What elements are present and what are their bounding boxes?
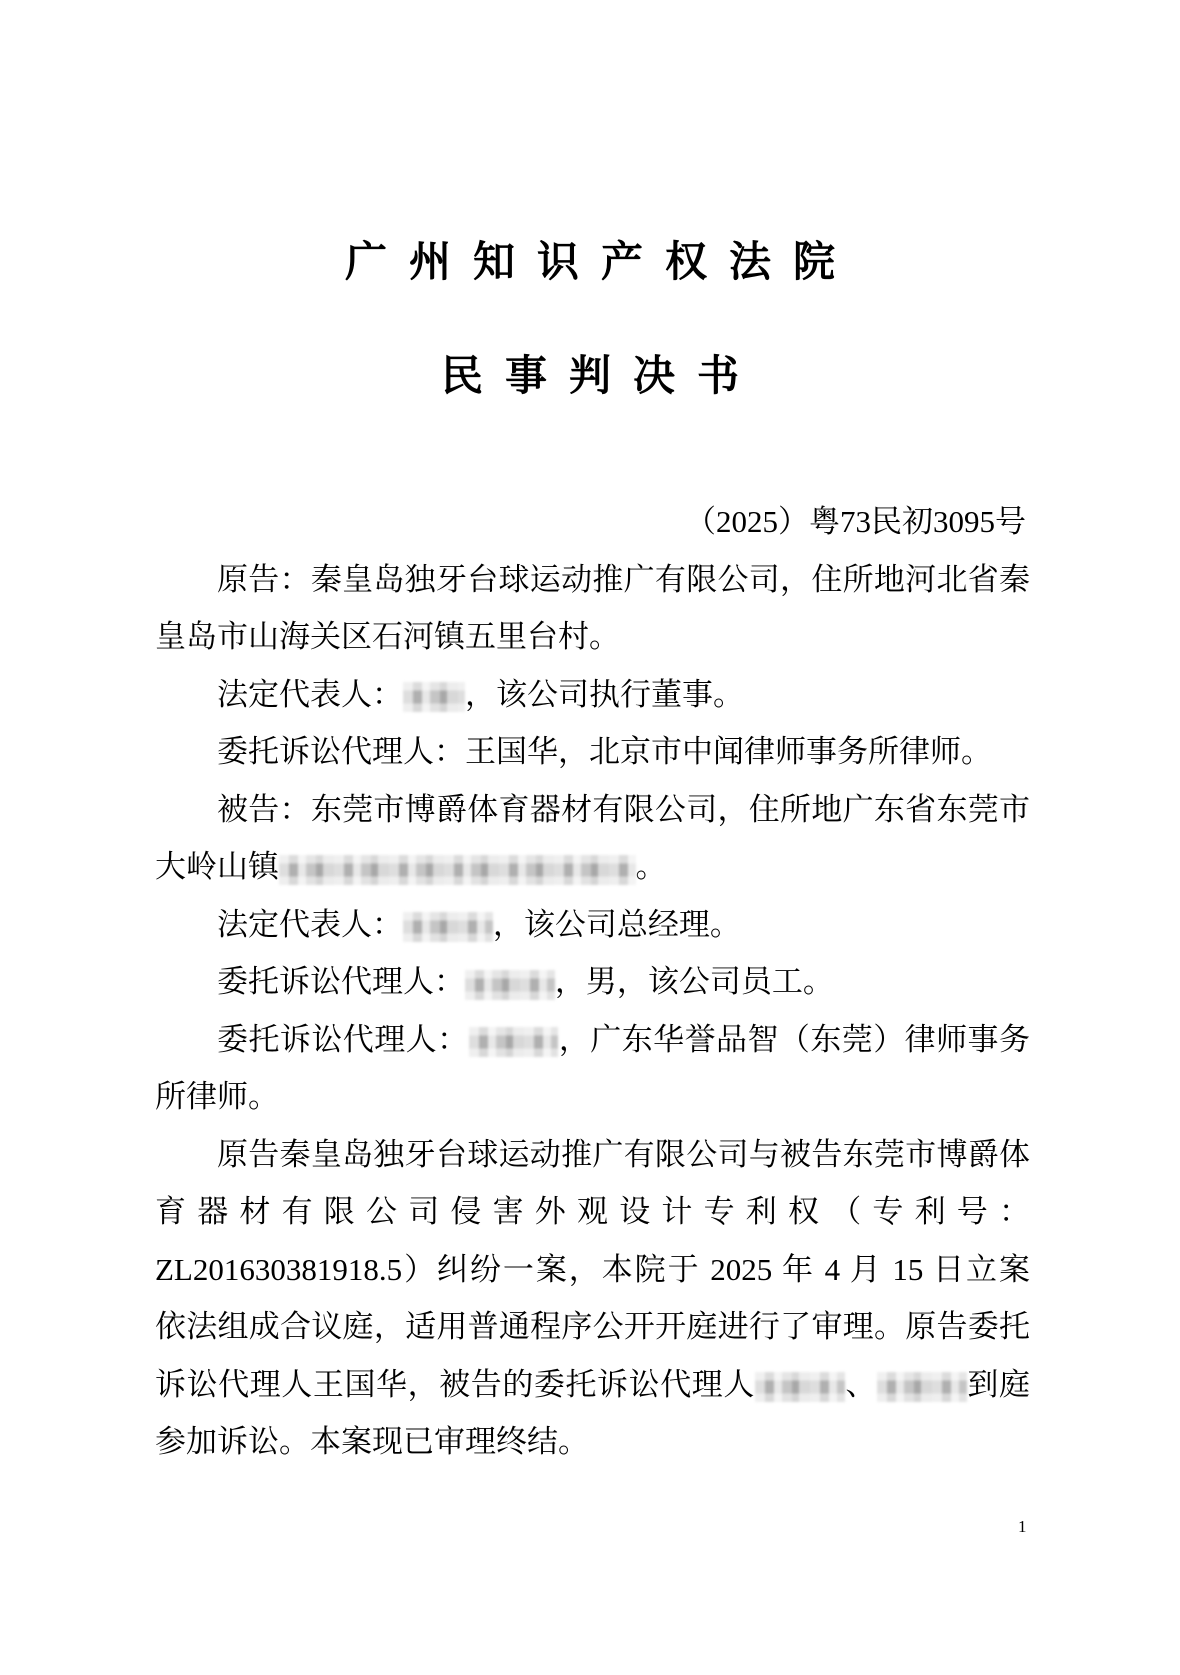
case-summary-line-3: ZL201630381918.5）纠纷一案，本院于 2025 年 4 月 15 日立案 bbox=[155, 1251, 1030, 1287]
redacted-name bbox=[403, 912, 493, 942]
defendant-rep-suffix: ，该公司总经理。 bbox=[492, 906, 741, 942]
defendant-rep-prefix: 法定代表人： bbox=[217, 906, 403, 942]
case-summary-line-1: 原告秦皇岛独牙台球运动推广有限公司与被告东莞市博爵体 bbox=[217, 1136, 1030, 1172]
court-name-title: 广州知识产权法院 bbox=[344, 237, 857, 286]
plaintiff-legal-rep bbox=[155, 666, 1030, 724]
defendant-line-2 bbox=[155, 838, 1030, 896]
defendant-legal-rep bbox=[155, 896, 1030, 954]
defendant-agent-2-line-2: 所律师。 bbox=[155, 1079, 279, 1114]
case-summary-line-5-prefix: 诉讼代理人王国华，被告的委托诉讼代理人 bbox=[155, 1366, 755, 1402]
defendant-line-1: 被告：东莞市博爵体育器材有限公司，住所地广东省东莞市 bbox=[217, 791, 1030, 827]
redacted-address bbox=[279, 855, 636, 885]
plaintiff-paragraph bbox=[155, 551, 1030, 666]
page-number: 1 bbox=[1018, 1517, 1027, 1536]
redacted-name bbox=[755, 1372, 845, 1402]
case-number: （2025）粤73民初3095号 bbox=[685, 504, 1026, 539]
case-summary-line-6: 参加诉讼。本案现已审理终结。 bbox=[155, 1424, 589, 1459]
redacted-name bbox=[877, 1372, 967, 1402]
defendant-paragraph bbox=[155, 781, 1030, 896]
case-summary-line-5 bbox=[155, 1356, 1030, 1414]
defendant-agent-2-suffix: ，广东华誉品智（东莞）律师事务 bbox=[558, 1021, 1030, 1057]
document-type-title: 民事判决书 bbox=[440, 351, 761, 400]
defendant-agent-2-paragraph bbox=[155, 1011, 1030, 1126]
defendant-address-prefix: 大岭山镇 bbox=[155, 849, 279, 884]
defendant-agent-2-prefix: 委托诉讼代理人： bbox=[217, 1021, 469, 1057]
case-summary-line-4: 依法组成合议庭，适用普通程序公开开庭进行了审理。原告委托 bbox=[155, 1309, 1030, 1344]
case-summary-separator: 、 bbox=[844, 1366, 877, 1402]
defendant-agent-1-suffix: ，男，该公司员工。 bbox=[554, 964, 834, 999]
case-summary-line-2: 育器材有限公司侵害外观设计专利权（专利号： bbox=[155, 1194, 1030, 1229]
case-summary-line-5-suffix: 到庭 bbox=[966, 1366, 1030, 1402]
plaintiff-rep-suffix: ，该公司执行董事。 bbox=[465, 676, 744, 712]
defendant-agent-2-line-1 bbox=[155, 1011, 1030, 1069]
case-summary-paragraph bbox=[155, 1126, 1030, 1471]
plaintiff-agent: 委托诉讼代理人：王国华，北京市中闻律师事务所律师。 bbox=[217, 734, 992, 769]
plaintiff-rep-prefix: 法定代表人： bbox=[217, 676, 403, 712]
redacted-name bbox=[469, 1027, 559, 1057]
plaintiff-line-1: 原告：秦皇岛独牙台球运动推广有限公司，住所地河北省秦 bbox=[217, 561, 1030, 597]
redacted-name bbox=[465, 970, 555, 1000]
judgment-body bbox=[155, 493, 1030, 1471]
plaintiff-line-2: 皇岛市山海关区石河镇五里台村。 bbox=[155, 619, 620, 654]
redacted-name bbox=[403, 682, 465, 712]
defendant-agent-1-prefix: 委托诉讼代理人： bbox=[217, 964, 465, 999]
defendant-address-suffix: 。 bbox=[635, 849, 667, 884]
defendant-agent-1 bbox=[155, 953, 1030, 1011]
